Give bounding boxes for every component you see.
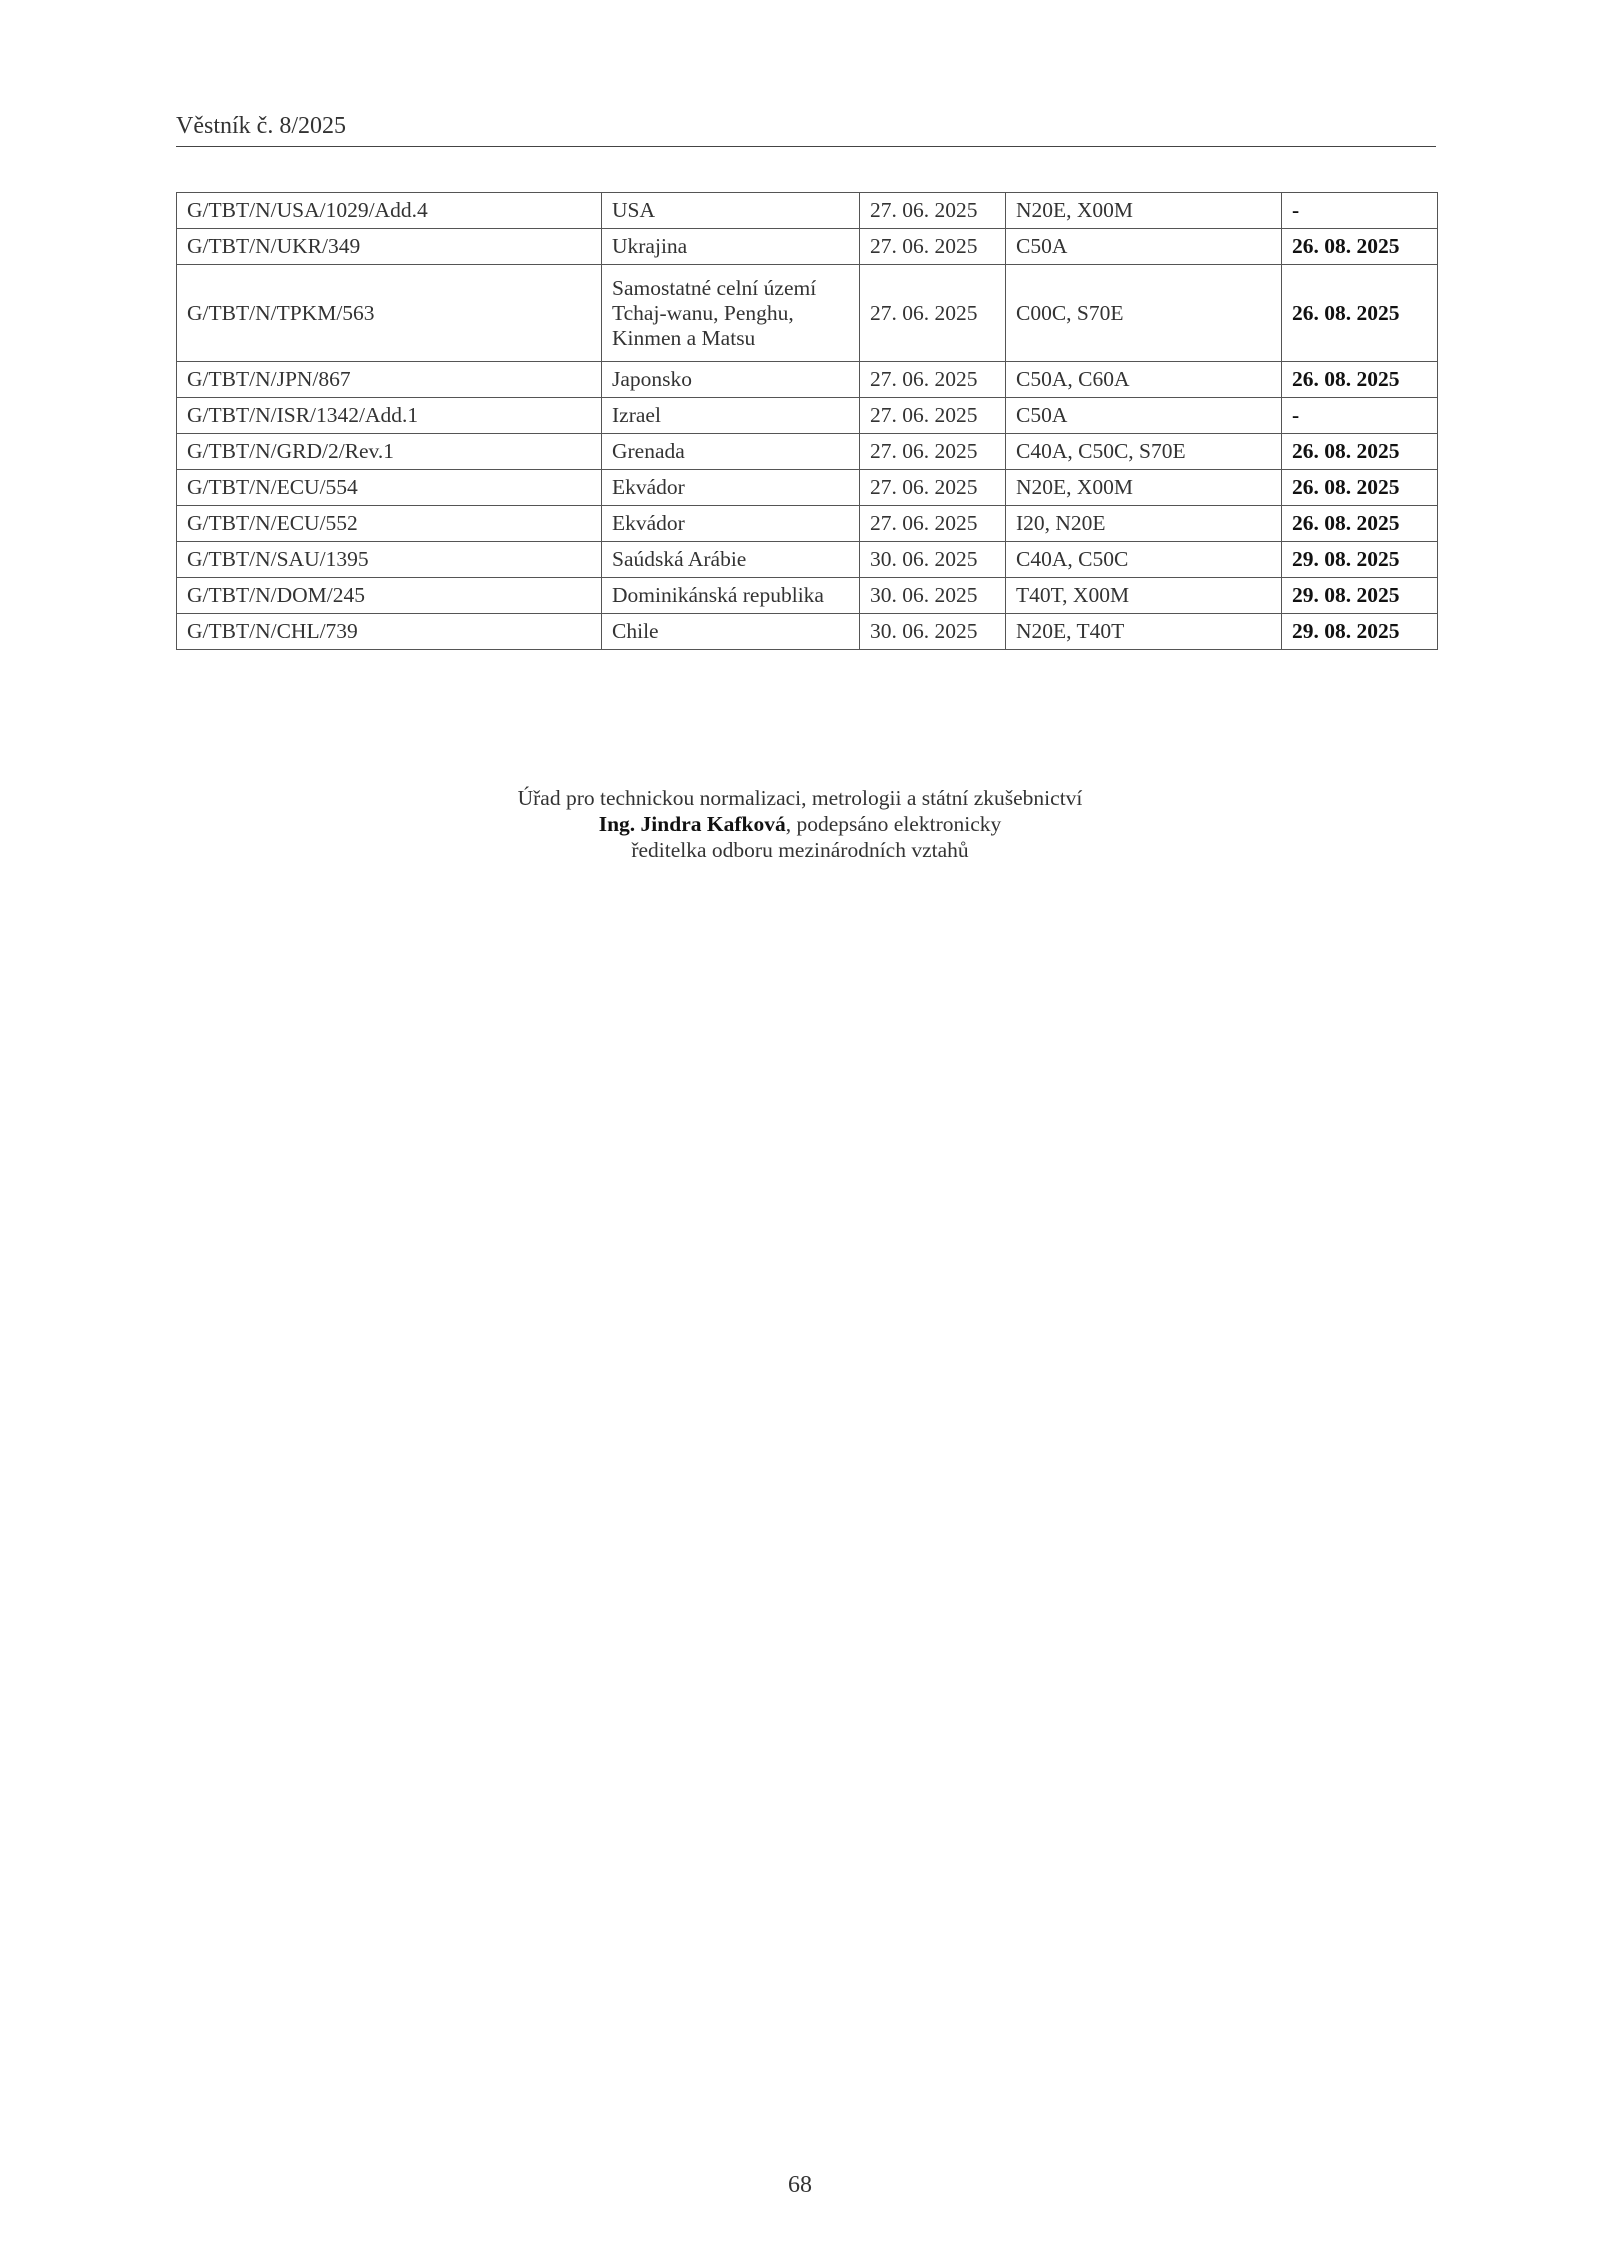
table-row — [177, 614, 1438, 650]
notification-date: 27. 06. 2025 — [860, 434, 1006, 470]
notifications-table-body — [177, 193, 1438, 650]
ics-codes: C40A, C50C, S70E — [1006, 434, 1282, 470]
notification-symbol: G/TBT/N/GRD/2/Rev.1 — [177, 434, 602, 470]
country-name: Dominikánská republika — [612, 583, 824, 607]
table-row — [177, 542, 1438, 578]
country-cell — [602, 542, 860, 578]
signed-electronically-note: , podepsáno elektronicky — [785, 812, 1002, 836]
signatory-name: Ing. Jindra Kafková — [598, 812, 786, 836]
country-cell — [602, 362, 860, 398]
notification-date: 30. 06. 2025 — [860, 614, 1006, 650]
country-name: Tchaj-wanu, Penghu, — [612, 300, 794, 325]
comment-deadline: 26. 08. 2025 — [1282, 362, 1438, 398]
notification-date: 30. 06. 2025 — [860, 578, 1006, 614]
country-name: Japonsko — [612, 367, 693, 391]
comment-deadline: 29. 08. 2025 — [1282, 542, 1438, 578]
country-cell — [602, 265, 860, 362]
comment-deadline: 26. 08. 2025 — [1282, 265, 1438, 362]
table-row — [177, 470, 1438, 506]
ics-codes: N20E, X00M — [1006, 193, 1282, 229]
notification-symbol: G/TBT/N/DOM/245 — [177, 578, 602, 614]
table-row — [177, 434, 1438, 470]
ics-codes: C00C, S70E — [1006, 265, 1282, 362]
table-row — [177, 362, 1438, 398]
notification-symbol: G/TBT/N/CHL/739 — [177, 614, 602, 650]
notification-date: 27. 06. 2025 — [860, 265, 1006, 362]
signature-office: Úřad pro technickou normalizaci, metrologii a státní zkušebnictví — [517, 786, 1083, 810]
page-header — [176, 112, 1436, 147]
comment-deadline: 29. 08. 2025 — [1282, 578, 1438, 614]
comment-deadline: 26. 08. 2025 — [1282, 229, 1438, 265]
comment-deadline: - — [1282, 193, 1438, 229]
notification-date: 27. 06. 2025 — [860, 193, 1006, 229]
bulletin-title: Věstník č. 8/2025 — [176, 113, 346, 139]
ics-codes: I20, N20E — [1006, 506, 1282, 542]
notification-date: 27. 06. 2025 — [860, 229, 1006, 265]
ics-codes: N20E, T40T — [1006, 614, 1282, 650]
notification-symbol: G/TBT/N/UKR/349 — [177, 229, 602, 265]
notification-symbol: G/TBT/N/ECU/554 — [177, 470, 602, 506]
ics-codes: N20E, X00M — [1006, 470, 1282, 506]
notification-symbol: G/TBT/N/JPN/867 — [177, 362, 602, 398]
notification-symbol: G/TBT/N/ISR/1342/Add.1 — [177, 398, 602, 434]
country-cell — [602, 229, 860, 265]
country-name: Samostatné celní území — [612, 275, 817, 300]
country-cell — [602, 614, 860, 650]
country-name: Saúdská Arábie — [612, 547, 747, 571]
ics-codes: C50A, C60A — [1006, 362, 1282, 398]
country-cell — [602, 193, 860, 229]
notification-date: 27. 06. 2025 — [860, 506, 1006, 542]
country-cell — [602, 506, 860, 542]
ics-codes: C50A — [1006, 229, 1282, 265]
notification-date: 30. 06. 2025 — [860, 542, 1006, 578]
table-row — [177, 193, 1438, 229]
comment-deadline: 29. 08. 2025 — [1282, 614, 1438, 650]
notification-date: 27. 06. 2025 — [860, 398, 1006, 434]
signatory-position: ředitelka odboru mezinárodních vztahů — [631, 838, 969, 862]
table-row — [177, 265, 1438, 362]
notification-symbol: G/TBT/N/USA/1029/Add.4 — [177, 193, 602, 229]
comment-deadline: 26. 08. 2025 — [1282, 506, 1438, 542]
notification-symbol: G/TBT/N/TPKM/563 — [177, 265, 602, 362]
country-name: Chile — [612, 619, 659, 643]
page-number: 68 — [788, 2172, 812, 2198]
country-name: USA — [612, 198, 656, 222]
notifications-table — [176, 192, 1438, 650]
notification-date: 27. 06. 2025 — [860, 470, 1006, 506]
comment-deadline: - — [1282, 398, 1438, 434]
country-name: Ekvádor — [612, 511, 685, 535]
country-cell — [602, 398, 860, 434]
country-name: Izrael — [612, 403, 661, 427]
table-row — [177, 506, 1438, 542]
country-name: Kinmen a Matsu — [612, 325, 756, 350]
country-cell — [602, 434, 860, 470]
comment-deadline: 26. 08. 2025 — [1282, 470, 1438, 506]
country-name: Ukrajina — [612, 234, 688, 258]
country-cell — [602, 578, 860, 614]
notification-symbol: G/TBT/N/SAU/1395 — [177, 542, 602, 578]
signature-name-line — [0, 811, 1600, 837]
country-cell — [602, 470, 860, 506]
ics-codes: T40T, X00M — [1006, 578, 1282, 614]
ics-codes: C40A, C50C — [1006, 542, 1282, 578]
signature-block — [0, 785, 1600, 863]
ics-codes: C50A — [1006, 398, 1282, 434]
country-name: Ekvádor — [612, 475, 685, 499]
table-row — [177, 578, 1438, 614]
notification-date: 27. 06. 2025 — [860, 362, 1006, 398]
country-name: Grenada — [612, 439, 685, 463]
comment-deadline: 26. 08. 2025 — [1282, 434, 1438, 470]
table-row — [177, 398, 1438, 434]
table-row — [177, 229, 1438, 265]
notification-symbol: G/TBT/N/ECU/552 — [177, 506, 602, 542]
